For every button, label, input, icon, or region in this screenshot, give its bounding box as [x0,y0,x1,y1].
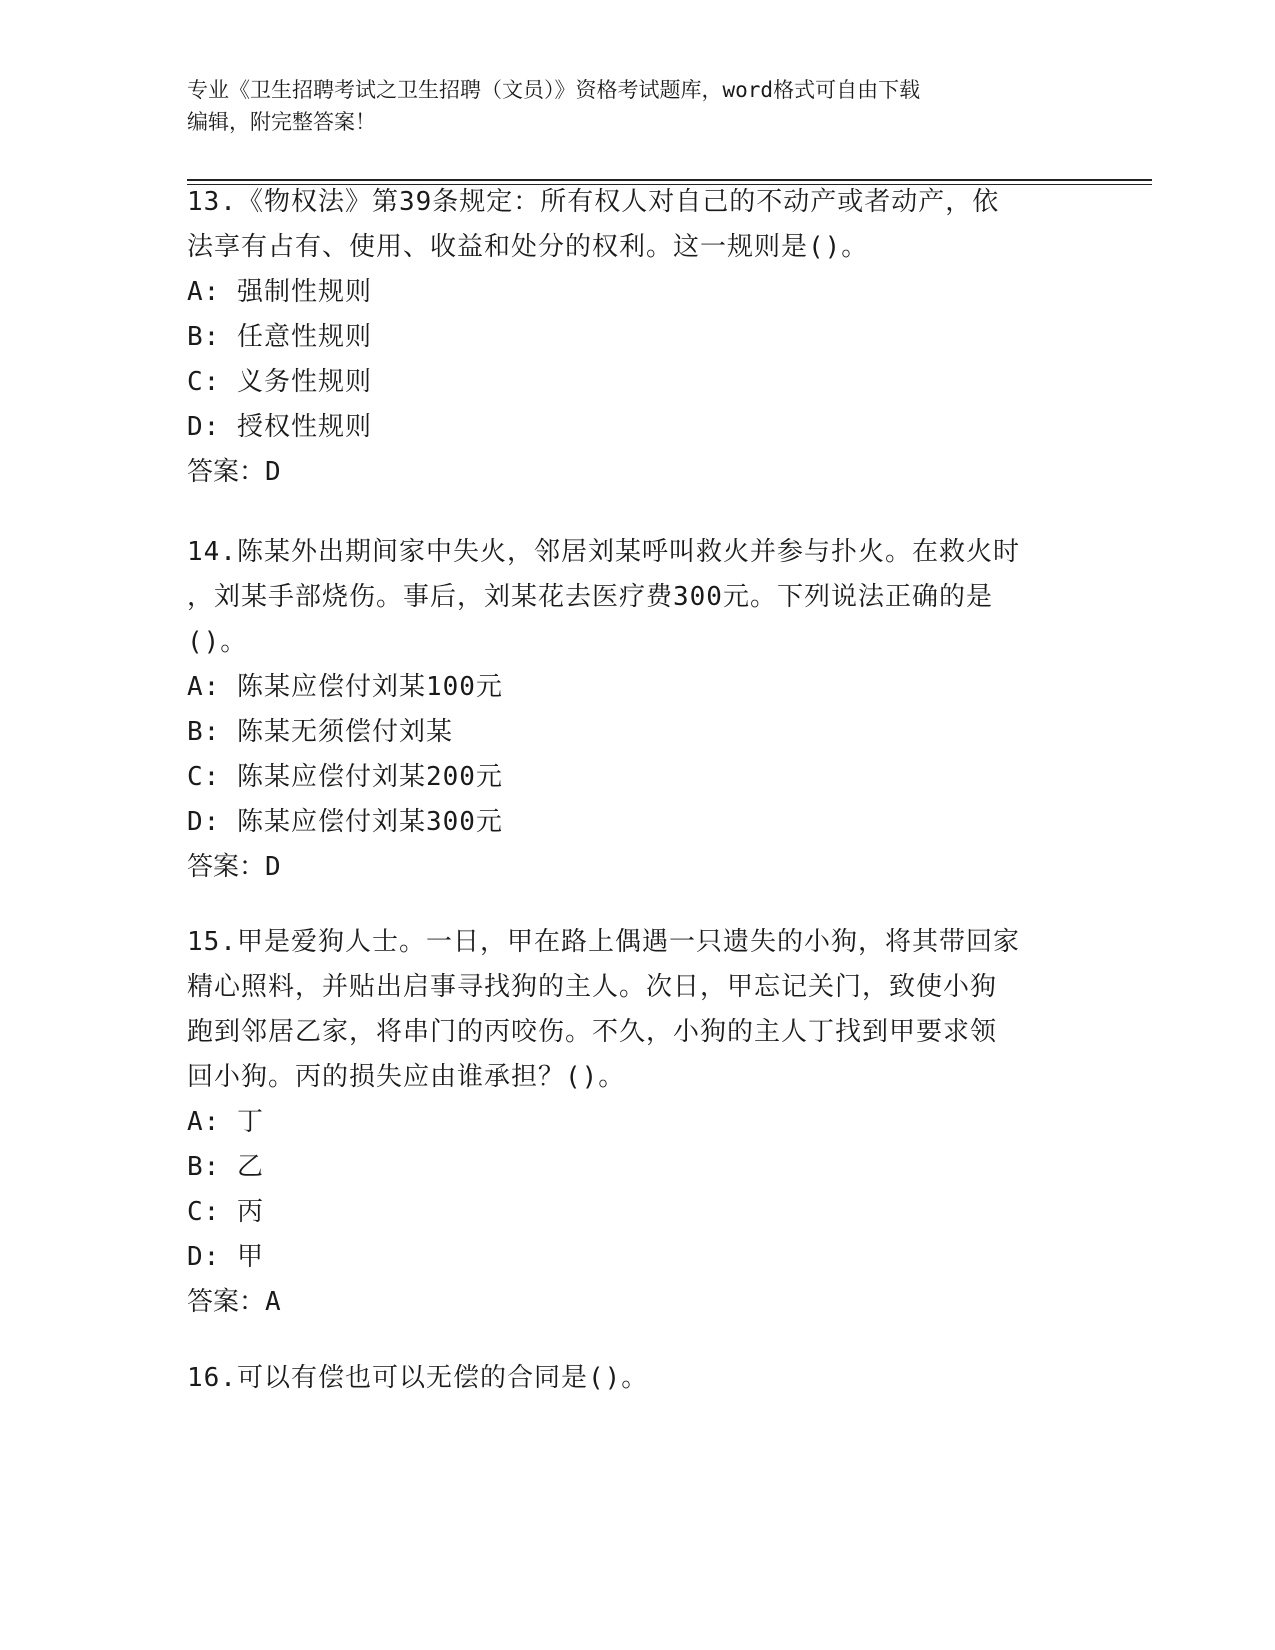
question-14 [187,530,1087,890]
option-b: B: 陈某无须偿付刘某 [187,717,453,747]
answer-value: D [265,852,281,882]
answer-label: 答案： [187,852,266,882]
answer-label: 答案： [187,457,266,487]
question-stem-line: 精心照料，并贴出启事寻找狗的主人。次日，甲忘记关门，致使小狗 [187,972,998,1002]
document-header [187,74,1087,138]
question-16 [187,1356,1087,1401]
question-13 [187,180,1087,495]
option-a: A: 陈某应偿付刘某100元 [187,672,503,702]
option-d: D: 授权性规则 [187,412,372,442]
option-c: C: 丙 [187,1197,264,1227]
question-stem-line: 法享有占有、使用、收益和处分的权利。这一规则是()。 [187,232,869,262]
option-c: C: 陈某应偿付刘某200元 [187,762,503,792]
answer-line [187,450,1087,495]
question-stem-line: 13.《物权法》第39条规定：所有权人对自己的不动产或者动产，依 [187,187,1000,217]
option-b: B: 乙 [187,1152,264,1182]
option-c: C: 义务性规则 [187,367,372,397]
option-a: A: 丁 [187,1107,264,1137]
question-15 [187,920,1087,1325]
header-line-2: 编辑，附完整答案！ [187,110,376,134]
answer-label: 答案： [187,1287,266,1317]
header-line-1: 专业《卫生招聘考试之卫生招聘（文员）》资格考试题库，word格式可自由下载 [187,78,921,102]
answer-line [187,1280,1087,1325]
option-a: A: 强制性规则 [187,277,372,307]
answer-value: D [265,457,281,487]
question-stem-line: ()。 [187,627,248,657]
question-stem-line: ，刘某手部烧伤。事后，刘某花去医疗费300元。下列说法正确的是 [187,582,993,612]
option-d: D: 陈某应偿付刘某300元 [187,807,503,837]
question-stem-line: 16.可以有偿也可以无偿的合同是()。 [187,1363,649,1393]
option-b: B: 任意性规则 [187,322,372,352]
question-stem-line: 15.甲是爱狗人士。一日，甲在路上偶遇一只遗失的小狗，将其带回家 [187,927,1020,957]
question-stem-line: 14.陈某外出期间家中失火，邻居刘某呼叫救火并参与扑火。在救火时 [187,537,1020,567]
answer-value: A [265,1287,281,1317]
question-stem-line: 回小狗。丙的损失应由谁承担？()。 [187,1062,626,1092]
answer-line [187,845,1087,890]
option-d: D: 甲 [187,1242,264,1272]
question-stem-line: 跑到邻居乙家，将串门的丙咬伤。不久，小狗的主人丁找到甲要求领 [187,1017,998,1047]
